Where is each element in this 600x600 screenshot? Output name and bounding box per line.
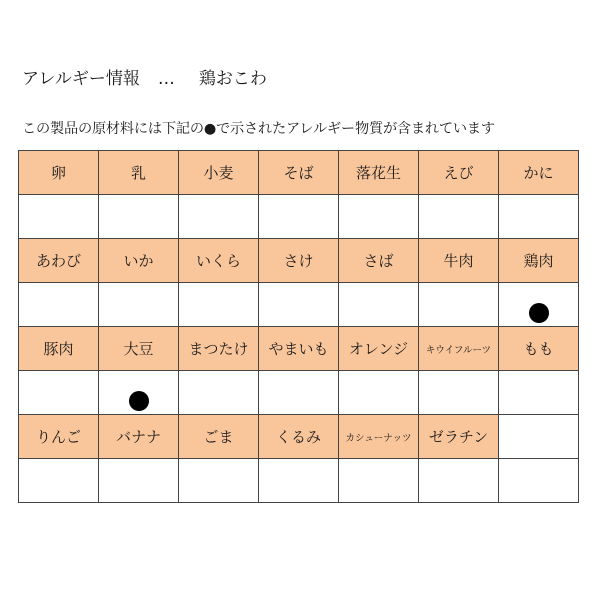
allergen-mark-cell bbox=[99, 195, 179, 239]
allergen-name-cell: バナナ bbox=[99, 415, 179, 459]
allergen-mark-cell bbox=[419, 371, 499, 415]
allergen-mark-cell bbox=[19, 371, 99, 415]
empty-cell bbox=[499, 415, 579, 459]
allergen-name-cell: まつたけ bbox=[179, 327, 259, 371]
product-name: 鶏おこわ bbox=[198, 69, 267, 89]
allergen-mark-cell bbox=[179, 283, 259, 327]
allergen-name-row bbox=[19, 151, 579, 195]
allergen-mark-cell bbox=[419, 459, 499, 503]
allergen-mark-row bbox=[19, 371, 579, 415]
allergen-name-cell: ごま bbox=[179, 415, 259, 459]
allergen-name-cell: カシューナッツ bbox=[339, 415, 419, 459]
allergen-name-row bbox=[19, 415, 579, 459]
allergen-mark-cell bbox=[339, 283, 419, 327]
allergen-name-cell: ゼラチン bbox=[419, 415, 499, 459]
allergen-mark-cell bbox=[339, 459, 419, 503]
allergen-name-cell: 乳 bbox=[99, 151, 179, 195]
allergen-name-cell: くるみ bbox=[259, 415, 339, 459]
title-separator: … bbox=[157, 69, 175, 89]
allergen-mark-cell bbox=[259, 371, 339, 415]
allergen-mark-row bbox=[19, 459, 579, 503]
allergen-mark-cell bbox=[259, 283, 339, 327]
allergen-name-cell: かに bbox=[499, 151, 579, 195]
allergen-name-cell: もも bbox=[499, 327, 579, 371]
allergen-name-cell: 牛肉 bbox=[419, 239, 499, 283]
allergen-name-cell: いくら bbox=[179, 239, 259, 283]
allergen-mark-cell bbox=[179, 371, 259, 415]
allergen-mark-cell bbox=[19, 459, 99, 503]
allergen-mark-cell bbox=[179, 459, 259, 503]
allergen-mark-cell bbox=[499, 371, 579, 415]
allergen-mark-row bbox=[19, 195, 579, 239]
allergen-mark-cell bbox=[19, 283, 99, 327]
allergen-mark-cell bbox=[99, 283, 179, 327]
contains-marker-icon bbox=[129, 391, 149, 411]
allergen-mark-cell bbox=[99, 459, 179, 503]
allergen-mark-cell bbox=[99, 371, 179, 415]
allergen-name-cell: あわび bbox=[19, 239, 99, 283]
allergen-mark-cell bbox=[339, 195, 419, 239]
allergen-mark-cell bbox=[419, 283, 499, 327]
allergen-name-cell: えび bbox=[419, 151, 499, 195]
allergen-name-cell: 落花生 bbox=[339, 151, 419, 195]
allergen-name-row bbox=[19, 327, 579, 371]
allergen-mark-cell bbox=[19, 195, 99, 239]
contains-marker-icon bbox=[529, 303, 549, 323]
allergen-mark-cell bbox=[179, 195, 259, 239]
allergen-mark-cell bbox=[419, 195, 499, 239]
allergen-name-cell: 鶏肉 bbox=[499, 239, 579, 283]
allergen-name-cell: 卵 bbox=[19, 151, 99, 195]
allergen-name-cell: さば bbox=[339, 239, 419, 283]
allergen-name-cell: いか bbox=[99, 239, 179, 283]
allergen-notice: この製品の原材料には下記の●で示されたアレルギー物質が含まれています bbox=[22, 121, 495, 137]
allergen-mark-cell bbox=[499, 195, 579, 239]
allergen-mark-row bbox=[19, 283, 579, 327]
allergen-name-cell: 小麦 bbox=[179, 151, 259, 195]
allergen-name-cell: キウイフルーツ bbox=[419, 327, 499, 371]
allergen-table bbox=[18, 150, 579, 503]
allergen-name-cell: オレンジ bbox=[339, 327, 419, 371]
allergen-mark-cell bbox=[499, 283, 579, 327]
title-label: アレルギー情報 bbox=[22, 69, 140, 89]
allergen-name-cell: さけ bbox=[259, 239, 339, 283]
allergen-mark-cell bbox=[499, 459, 579, 503]
allergen-name-cell: やまいも bbox=[259, 327, 339, 371]
allergen-name-cell: 大豆 bbox=[99, 327, 179, 371]
allergen-name-cell: そば bbox=[259, 151, 339, 195]
allergen-mark-cell bbox=[259, 459, 339, 503]
allergen-name-cell: りんご bbox=[19, 415, 99, 459]
allergen-name-cell: 豚肉 bbox=[19, 327, 99, 371]
allergen-name-row bbox=[19, 239, 579, 283]
allergen-mark-cell bbox=[339, 371, 419, 415]
page-title bbox=[22, 64, 267, 89]
allergen-mark-cell bbox=[259, 195, 339, 239]
